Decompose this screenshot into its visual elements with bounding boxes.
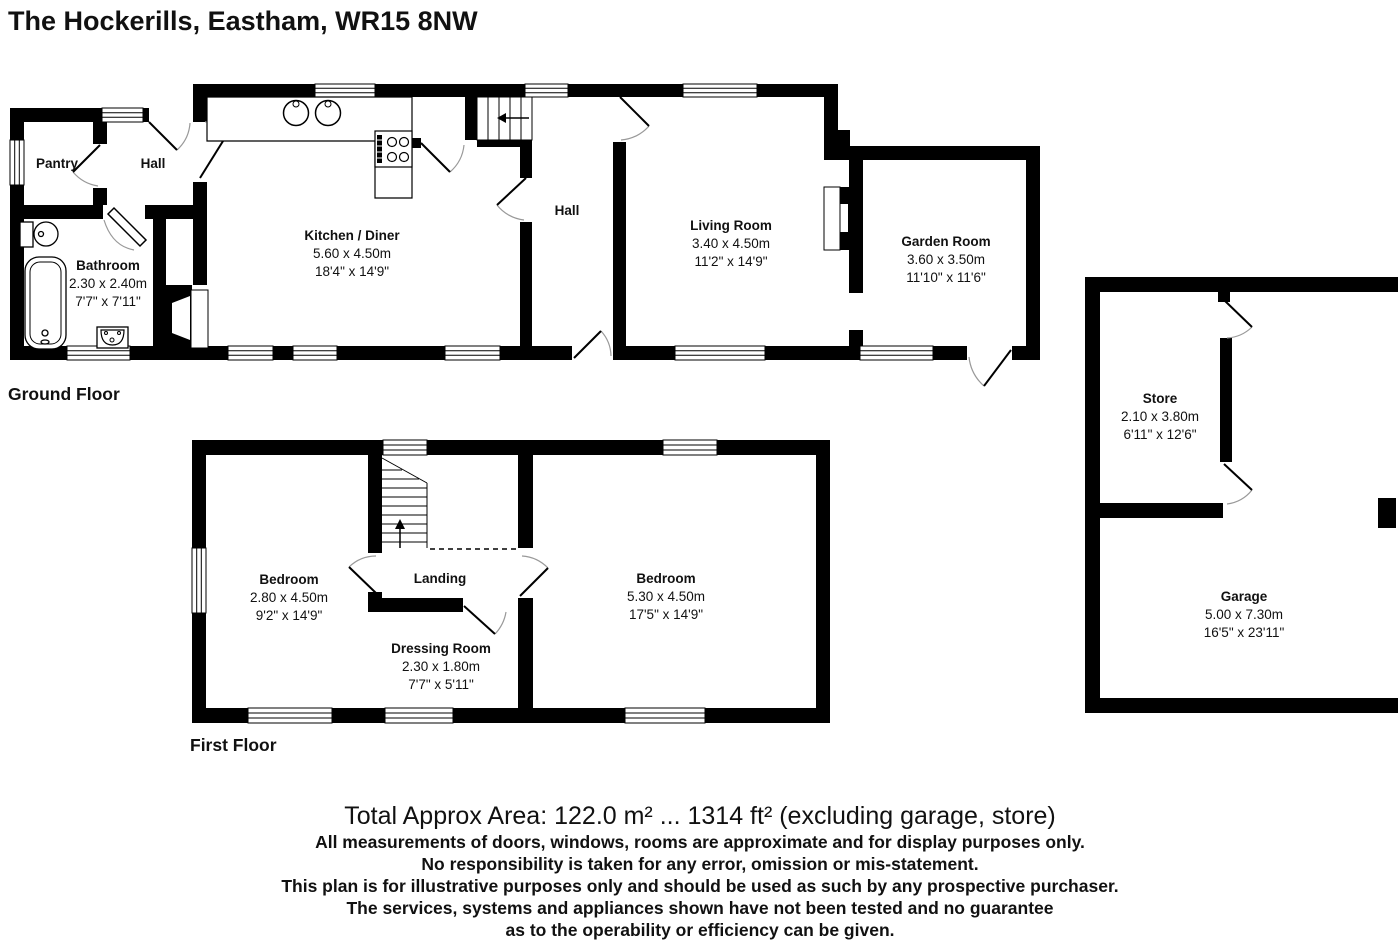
stairs-down bbox=[477, 97, 532, 140]
room-dim-living-imperial: 11'2" x 14'9" bbox=[694, 254, 768, 269]
room-dim-bedroom-right-metric: 5.30 x 4.50m bbox=[626, 589, 706, 604]
room-label-pantry: Pantry bbox=[35, 156, 79, 171]
room-label-bedroom-right: Bedroom bbox=[636, 571, 696, 586]
disclaimer-line: No responsibility is taken for any error, omission or mis-statement. bbox=[421, 854, 979, 874]
toilet-icon bbox=[20, 222, 58, 247]
disclaimer-line: as to the operability or efficiency can be given. bbox=[505, 920, 895, 940]
first-floor-label: First Floor bbox=[190, 735, 277, 755]
page-title: The Hockerills, Eastham, WR15 8NW bbox=[8, 6, 478, 36]
room-label-store: Store bbox=[1142, 391, 1178, 406]
room-dim-bathroom-imperial: 7'7" x 7'11" bbox=[75, 294, 141, 309]
room-dim-kitchen-imperial: 18'4" x 14'9" bbox=[314, 264, 390, 279]
room-dim-bathroom-metric: 2.30 x 2.40m bbox=[68, 276, 148, 291]
room-dim-living-metric: 3.40 x 4.50m bbox=[691, 236, 771, 251]
room-dim-bedroom-left-imperial: 9'2" x 14'9" bbox=[255, 608, 323, 623]
total-area-text: Total Approx Area: 122.0 m² ... 1314 ft² (excluding garage, store) bbox=[344, 802, 1056, 830]
room-dim-garden-imperial: 11'10" x 11'6" bbox=[906, 270, 986, 285]
kitchen-fireplace bbox=[153, 285, 208, 348]
disclaimer-line: This plan is for illustrative purposes only and should be used as such by any prospective purchaser. bbox=[281, 876, 1119, 896]
room-label-living-room: Living Room bbox=[690, 218, 772, 233]
footer-disclaimer bbox=[281, 802, 1118, 940]
room-dim-dressing-imperial: 7'7" x 5'11" bbox=[408, 677, 474, 692]
room-dim-bedroom-left-metric: 2.80 x 4.50m bbox=[249, 590, 329, 605]
room-label-inner-hall: Hall bbox=[554, 203, 580, 218]
ground-floor-plan bbox=[8, 84, 1040, 404]
room-label-bedroom-left: Bedroom bbox=[259, 572, 319, 587]
room-dim-kitchen-metric: 5.60 x 4.50m bbox=[312, 246, 392, 261]
room-dim-garden-metric: 3.60 x 3.50m bbox=[906, 252, 986, 267]
first-floor-plan bbox=[190, 440, 830, 755]
room-label-landing: Landing bbox=[413, 571, 467, 586]
room-dim-garage-metric: 5.00 x 7.30m bbox=[1204, 607, 1284, 622]
room-label-garage: Garage bbox=[1220, 589, 1268, 604]
living-room-fireplace bbox=[824, 187, 863, 250]
room-dim-garage-imperial: 16'5" x 23'11" bbox=[1203, 625, 1285, 640]
room-dim-store-metric: 2.10 x 3.80m bbox=[1120, 409, 1200, 424]
room-dim-dressing-metric: 2.30 x 1.80m bbox=[401, 659, 481, 674]
disclaimer-line: The services, systems and appliances shown have not been tested and no guarantee bbox=[346, 898, 1054, 918]
room-label-kitchen-diner: Kitchen / Diner bbox=[304, 228, 400, 243]
stairs-up bbox=[382, 458, 518, 549]
ground-floor-label: Ground Floor bbox=[8, 384, 120, 404]
room-label-hall: Hall bbox=[140, 156, 166, 171]
room-label-bathroom: Bathroom bbox=[76, 258, 140, 273]
sink-icon bbox=[97, 327, 128, 348]
outbuilding-plan bbox=[1085, 277, 1398, 713]
room-label-dressing-room: Dressing Room bbox=[391, 641, 491, 656]
hob-icon bbox=[375, 131, 412, 167]
outbuilding-walls bbox=[1085, 277, 1398, 713]
room-dim-store-imperial: 6'11" x 12'6" bbox=[1123, 427, 1197, 442]
room-dim-bedroom-right-imperial: 17'5" x 14'9" bbox=[628, 607, 704, 622]
room-label-garden-room: Garden Room bbox=[901, 234, 991, 249]
bathtub-icon bbox=[25, 257, 66, 349]
disclaimer-line: All measurements of doors, windows, rooms are approximate and for display purposes only. bbox=[315, 832, 1085, 852]
